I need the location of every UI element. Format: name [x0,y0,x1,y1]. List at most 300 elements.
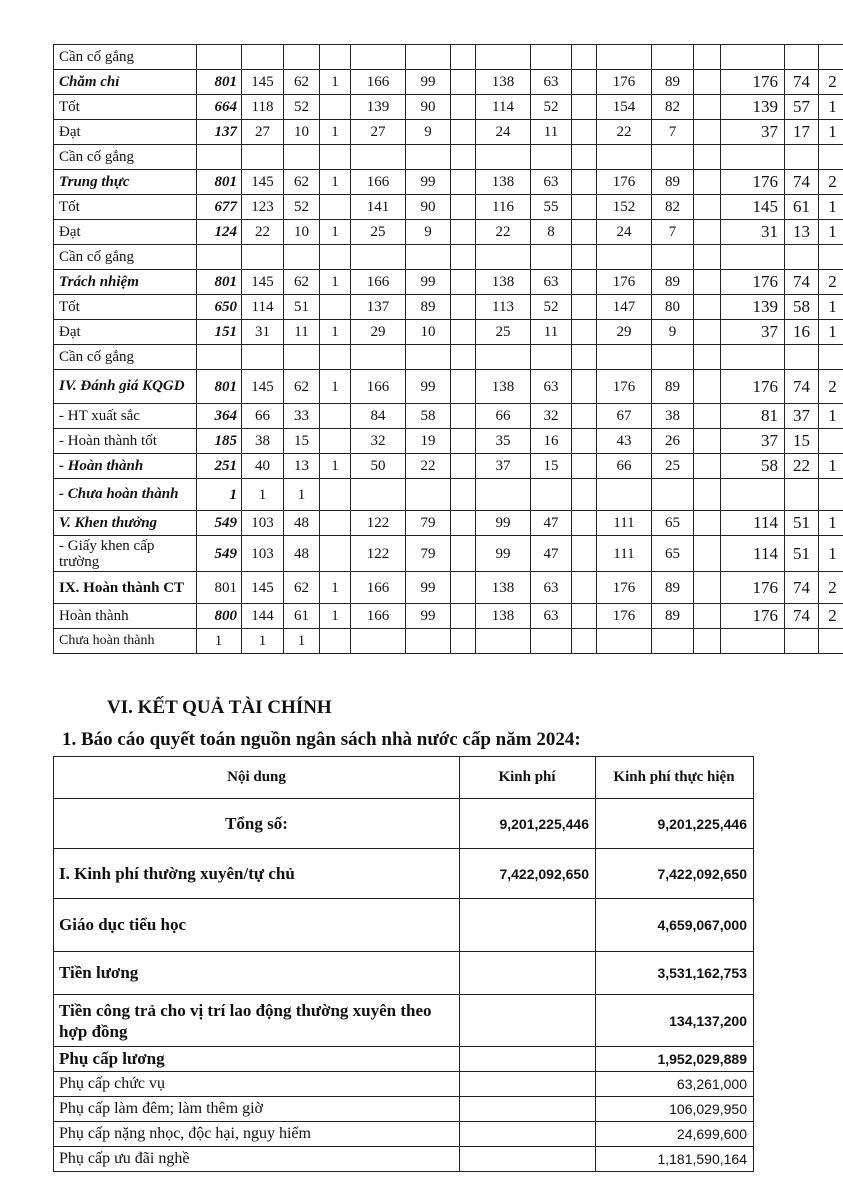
row-label: I. Kinh phí thường xuyên/tự chủ [54,849,460,899]
stats-value-cell: 26 [652,429,694,454]
stats-empty-cell [694,604,721,629]
stats-row-label: Đạt [54,320,197,345]
row-label: Phụ cấp ưu đãi nghề [54,1147,460,1172]
stats-value-cell: 11 [531,120,572,145]
stats-empty-cell [572,404,597,429]
stats-total-cell: 549 [197,536,242,572]
stats-value-cell: 82 [652,195,694,220]
stats-row [54,479,843,511]
stats-value-cell [652,479,694,511]
stats-value-cell: 25 [351,220,406,245]
stats-empty-cell [572,320,597,345]
row-label: Phụ cấp lương [54,1047,460,1072]
stats-empty-cell [694,572,721,604]
stats-value-cell: 22 [476,220,531,245]
stats-value-cell: 90 [406,195,451,220]
stats-row [54,120,843,145]
stats-value-cell [652,345,694,370]
stats-value-cell: 1 [320,70,351,95]
stats-empty-cell [694,320,721,345]
stats-value-cell [320,429,351,454]
stats-value-cell [721,145,785,170]
stats-value-cell: 141 [351,195,406,220]
stats-value-cell: 1 [320,454,351,479]
stats-empty-cell [572,454,597,479]
stats-value-cell [406,145,451,170]
stats-value-cell [476,479,531,511]
row-budget [460,1072,596,1097]
finance-row-recurring [54,849,754,899]
stats-value-cell [284,45,320,70]
stats-value-cell: 22 [242,220,284,245]
stats-value-cell: 48 [284,511,320,536]
stats-value-cell: 61 [284,604,320,629]
stats-value-cell: 2 [819,370,843,404]
stats-value-cell [785,479,819,511]
stats-value-cell: 89 [406,295,451,320]
stats-value-cell: 2 [819,572,843,604]
stats-row [54,454,843,479]
stats-value-cell: 37 [476,454,531,479]
stats-row [54,511,843,536]
stats-value-cell: 22 [406,454,451,479]
stats-value-cell: 2 [819,170,843,195]
stats-value-cell: 166 [351,170,406,195]
stats-value-cell: 11 [284,320,320,345]
stats-value-cell [320,145,351,170]
stats-value-cell: 111 [597,511,652,536]
stats-value-cell [320,345,351,370]
stats-value-cell [406,345,451,370]
stats-empty-cell [572,220,597,245]
row-actual: 4,659,067,000 [596,899,754,952]
stats-empty-cell [694,95,721,120]
stats-value-cell: 32 [531,404,572,429]
stats-value-cell: 8 [531,220,572,245]
stats-row [54,295,843,320]
stats-value-cell [320,629,351,654]
stats-empty-cell [572,145,597,170]
row-budget [460,1122,596,1147]
stats-value-cell [284,145,320,170]
stats-value-cell: 37 [785,404,819,429]
stats-value-cell: 62 [284,572,320,604]
header-budget: Kinh phí [460,757,596,799]
stats-total-cell: 549 [197,511,242,536]
stats-value-cell [597,629,652,654]
stats-value-cell: 176 [597,370,652,404]
stats-row-label: Cần cố gắng [54,45,197,70]
stats-empty-cell [572,45,597,70]
stats-value-cell: 1 [819,320,843,345]
stats-row [54,604,843,629]
finance-row-overtime-allowance [54,1097,754,1122]
stats-value-cell [406,479,451,511]
stats-value-cell: 55 [531,195,572,220]
stats-value-cell: 65 [652,511,694,536]
stats-value-cell: 9 [652,320,694,345]
stats-value-cell: 52 [531,95,572,120]
stats-value-cell: 43 [597,429,652,454]
stats-value-cell: 62 [284,370,320,404]
stats-row-label: Trách nhiệm [54,270,197,295]
stats-value-cell: 176 [597,70,652,95]
stats-empty-cell [694,195,721,220]
stats-empty-cell [694,370,721,404]
stats-row-label: IX. Hoàn thành CT [54,572,197,604]
stats-value-cell [320,536,351,572]
section-title: VI. KẾT QUẢ TÀI CHÍNH [107,697,332,718]
stats-row-label: Đạt [54,120,197,145]
row-actual: 1,181,590,164 [596,1147,754,1172]
stats-value-cell [785,45,819,70]
stats-value-cell [597,345,652,370]
stats-value-cell: 123 [242,195,284,220]
stats-value-cell: 176 [721,370,785,404]
stats-value-cell: 176 [721,572,785,604]
stats-value-cell: 15 [785,429,819,454]
stats-value-cell [531,45,572,70]
stats-value-cell: 2 [819,604,843,629]
stats-value-cell: 52 [531,295,572,320]
finance-row-total [54,799,754,849]
stats-value-cell: 65 [652,536,694,572]
stats-total-cell: 151 [197,320,242,345]
stats-value-cell: 176 [721,270,785,295]
stats-value-cell: 1 [320,370,351,404]
stats-value-cell: 58 [721,454,785,479]
stats-value-cell: 2 [819,270,843,295]
finance-table [53,756,754,1172]
stats-value-cell: 63 [531,370,572,404]
stats-value-cell [597,145,652,170]
stats-value-cell: 176 [721,170,785,195]
stats-value-cell: 27 [351,120,406,145]
row-actual: 9,201,225,446 [596,799,754,849]
stats-value-cell: 47 [531,536,572,572]
stats-value-cell: 48 [284,536,320,572]
stats-value-cell: 17 [785,120,819,145]
stats-value-cell: 9 [406,120,451,145]
stats-empty-cell [572,572,597,604]
stats-value-cell [721,479,785,511]
stats-row [54,70,843,95]
stats-value-cell: 25 [476,320,531,345]
stats-value-cell [531,145,572,170]
stats-row [54,220,843,245]
stats-value-cell: 144 [242,604,284,629]
subsection-title: 1. Báo cáo quyết toán nguồn ngân sách nhà nước cấp năm 2024: [62,729,581,750]
stats-row [54,170,843,195]
stats-value-cell: 63 [531,604,572,629]
stats-value-cell: 51 [785,536,819,572]
row-label: Phụ cấp chức vụ [54,1072,460,1097]
stats-empty-cell [572,120,597,145]
row-budget [460,1097,596,1122]
stats-value-cell [284,245,320,270]
stats-value-cell [531,245,572,270]
stats-value-cell: 50 [351,454,406,479]
row-actual: 24,699,600 [596,1122,754,1147]
stats-value-cell [351,479,406,511]
stats-row-label: Chăm chỉ [54,70,197,95]
stats-value-cell: 47 [531,511,572,536]
stats-empty-cell [451,572,476,604]
stats-value-cell: 37 [721,320,785,345]
stats-empty-cell [451,370,476,404]
stats-empty-cell [451,70,476,95]
stats-empty-cell [572,70,597,95]
stats-value-cell: 63 [531,572,572,604]
stats-empty-cell [694,536,721,572]
stats-value-cell [652,45,694,70]
stats-value-cell: 90 [406,95,451,120]
stats-empty-cell [694,170,721,195]
row-label: Phụ cấp làm đêm; làm thêm giờ [54,1097,460,1122]
stats-row-label: IV. Đánh giá KQGD [54,370,197,404]
stats-value-cell: 22 [785,454,819,479]
stats-value-cell [597,45,652,70]
stats-value-cell: 89 [652,572,694,604]
stats-value-cell [721,629,785,654]
stats-value-cell: 33 [284,404,320,429]
stats-row [54,429,843,454]
stats-value-cell: 16 [531,429,572,454]
stats-value-cell: 31 [721,220,785,245]
stats-row-label: Cần cố gắng [54,345,197,370]
stats-total-cell: 801 [197,370,242,404]
stats-value-cell [406,45,451,70]
stats-empty-cell [451,220,476,245]
stats-value-cell: 1 [320,270,351,295]
stats-row-label: - Hoàn thành tốt [54,429,197,454]
stats-value-cell [652,629,694,654]
stats-row-label: Tốt [54,95,197,120]
stats-value-cell: 13 [284,454,320,479]
stats-row-label: Trung thực [54,170,197,195]
stats-empty-cell [572,345,597,370]
stats-value-cell: 11 [531,320,572,345]
stats-value-cell [652,145,694,170]
finance-row-primary-education [54,899,754,952]
row-actual: 7,422,092,650 [596,849,754,899]
stats-value-cell: 63 [531,270,572,295]
stats-row [54,320,843,345]
stats-value-cell: 114 [721,536,785,572]
stats-value-cell: 74 [785,572,819,604]
stats-row [54,245,843,270]
stats-empty-cell [694,429,721,454]
stats-total-cell: 185 [197,429,242,454]
stats-value-cell: 176 [597,270,652,295]
stats-value-cell: 145 [242,572,284,604]
stats-value-cell: 81 [721,404,785,429]
stats-empty-cell [572,536,597,572]
stats-empty-cell [451,511,476,536]
stats-row-label: Chưa hoàn thành [54,629,197,654]
stats-value-cell [320,195,351,220]
stats-value-cell [320,95,351,120]
student-statistics-table [53,44,843,654]
stats-empty-cell [451,536,476,572]
stats-empty-cell [694,629,721,654]
stats-empty-cell [694,245,721,270]
row-actual: 63,261,000 [596,1072,754,1097]
stats-value-cell: 176 [597,604,652,629]
stats-total-cell: 1 [197,629,242,654]
stats-value-cell: 38 [652,404,694,429]
stats-value-cell: 116 [476,195,531,220]
stats-empty-cell [694,479,721,511]
stats-value-cell: 31 [242,320,284,345]
stats-value-cell: 58 [406,404,451,429]
stats-value-cell [597,245,652,270]
stats-value-cell: 10 [284,120,320,145]
header-actual: Kinh phí thực hiện [596,757,754,799]
stats-total-cell [197,45,242,70]
finance-row-hazard-allowance [54,1122,754,1147]
stats-value-cell [351,629,406,654]
stats-total-cell: 801 [197,70,242,95]
stats-value-cell: 113 [476,295,531,320]
stats-value-cell [351,145,406,170]
stats-empty-cell [572,95,597,120]
stats-empty-cell [451,345,476,370]
row-actual: 106,029,950 [596,1097,754,1122]
stats-value-cell [597,479,652,511]
stats-value-cell: 74 [785,370,819,404]
stats-empty-cell [572,295,597,320]
stats-value-cell: 176 [597,170,652,195]
stats-value-cell: 114 [721,511,785,536]
stats-value-cell [819,245,843,270]
stats-value-cell [476,245,531,270]
stats-value-cell [320,295,351,320]
stats-value-cell: 74 [785,170,819,195]
stats-row-label: Hoàn thành [54,604,197,629]
stats-empty-cell [451,270,476,295]
stats-value-cell: 111 [597,536,652,572]
stats-value-cell: 38 [242,429,284,454]
stats-value-cell [721,45,785,70]
stats-value-cell: 166 [351,270,406,295]
row-budget: 7,422,092,650 [460,849,596,899]
stats-empty-cell [572,370,597,404]
stats-value-cell: 63 [531,170,572,195]
stats-value-cell [785,145,819,170]
row-budget [460,952,596,995]
stats-empty-cell [572,195,597,220]
stats-value-cell: 10 [284,220,320,245]
stats-value-cell: 103 [242,536,284,572]
stats-total-cell [197,345,242,370]
stats-value-cell: 66 [242,404,284,429]
stats-value-cell: 1 [320,120,351,145]
stats-empty-cell [694,404,721,429]
stats-value-cell [476,45,531,70]
stats-row-label: - HT xuất sắc [54,404,197,429]
stats-value-cell: 62 [284,70,320,95]
stats-empty-cell [694,120,721,145]
row-budget [460,899,596,952]
row-label: Tiền công trả cho vị trí lao động thường xuyên theo hợp đồng [54,995,460,1047]
stats-total-cell: 800 [197,604,242,629]
stats-value-cell: 166 [351,572,406,604]
stats-empty-cell [451,145,476,170]
stats-empty-cell [694,270,721,295]
stats-value-cell [531,629,572,654]
stats-empty-cell [694,220,721,245]
stats-value-cell: 1 [819,404,843,429]
stats-value-cell [531,479,572,511]
stats-empty-cell [694,454,721,479]
stats-value-cell: 138 [476,604,531,629]
stats-empty-cell [694,511,721,536]
stats-total-cell: 677 [197,195,242,220]
stats-empty-cell [572,629,597,654]
stats-empty-cell [451,170,476,195]
finance-header-row [54,757,754,799]
stats-value-cell: 80 [652,295,694,320]
stats-empty-cell [451,604,476,629]
stats-value-cell: 1 [284,629,320,654]
stats-value-cell [320,404,351,429]
stats-value-cell: 89 [652,370,694,404]
stats-value-cell: 25 [652,454,694,479]
stats-value-cell [652,245,694,270]
stats-value-cell: 57 [785,95,819,120]
stats-total-cell: 364 [197,404,242,429]
row-label: Phụ cấp nặng nhọc, độc hại, nguy hiểm [54,1122,460,1147]
stats-value-cell: 37 [721,429,785,454]
stats-value-cell: 40 [242,454,284,479]
stats-value-cell: 147 [597,295,652,320]
stats-row-label: Tốt [54,295,197,320]
stats-value-cell: 74 [785,604,819,629]
stats-value-cell: 1 [819,536,843,572]
stats-value-cell: 84 [351,404,406,429]
stats-value-cell: 166 [351,604,406,629]
stats-value-cell [320,479,351,511]
stats-value-cell: 1 [320,572,351,604]
stats-empty-cell [572,270,597,295]
stats-total-cell: 137 [197,120,242,145]
stats-value-cell: 145 [242,170,284,195]
stats-value-cell: 145 [242,270,284,295]
stats-value-cell [785,245,819,270]
stats-value-cell [242,345,284,370]
stats-value-cell: 51 [785,511,819,536]
stats-value-cell: 9 [406,220,451,245]
stats-row [54,370,843,404]
stats-value-cell: 15 [284,429,320,454]
stats-row [54,45,843,70]
stats-value-cell: 103 [242,511,284,536]
stats-row-label: - Chưa hoàn thành [54,479,197,511]
stats-empty-cell [572,429,597,454]
stats-value-cell: 89 [652,70,694,95]
stats-value-cell: 99 [406,604,451,629]
stats-value-cell [819,479,843,511]
stats-empty-cell [451,429,476,454]
stats-value-cell: 79 [406,511,451,536]
stats-row-label: Tốt [54,195,197,220]
finance-row-allowance [54,1047,754,1072]
stats-value-cell [351,45,406,70]
stats-empty-cell [451,479,476,511]
stats-value-cell: 1 [819,220,843,245]
stats-total-cell: 251 [197,454,242,479]
